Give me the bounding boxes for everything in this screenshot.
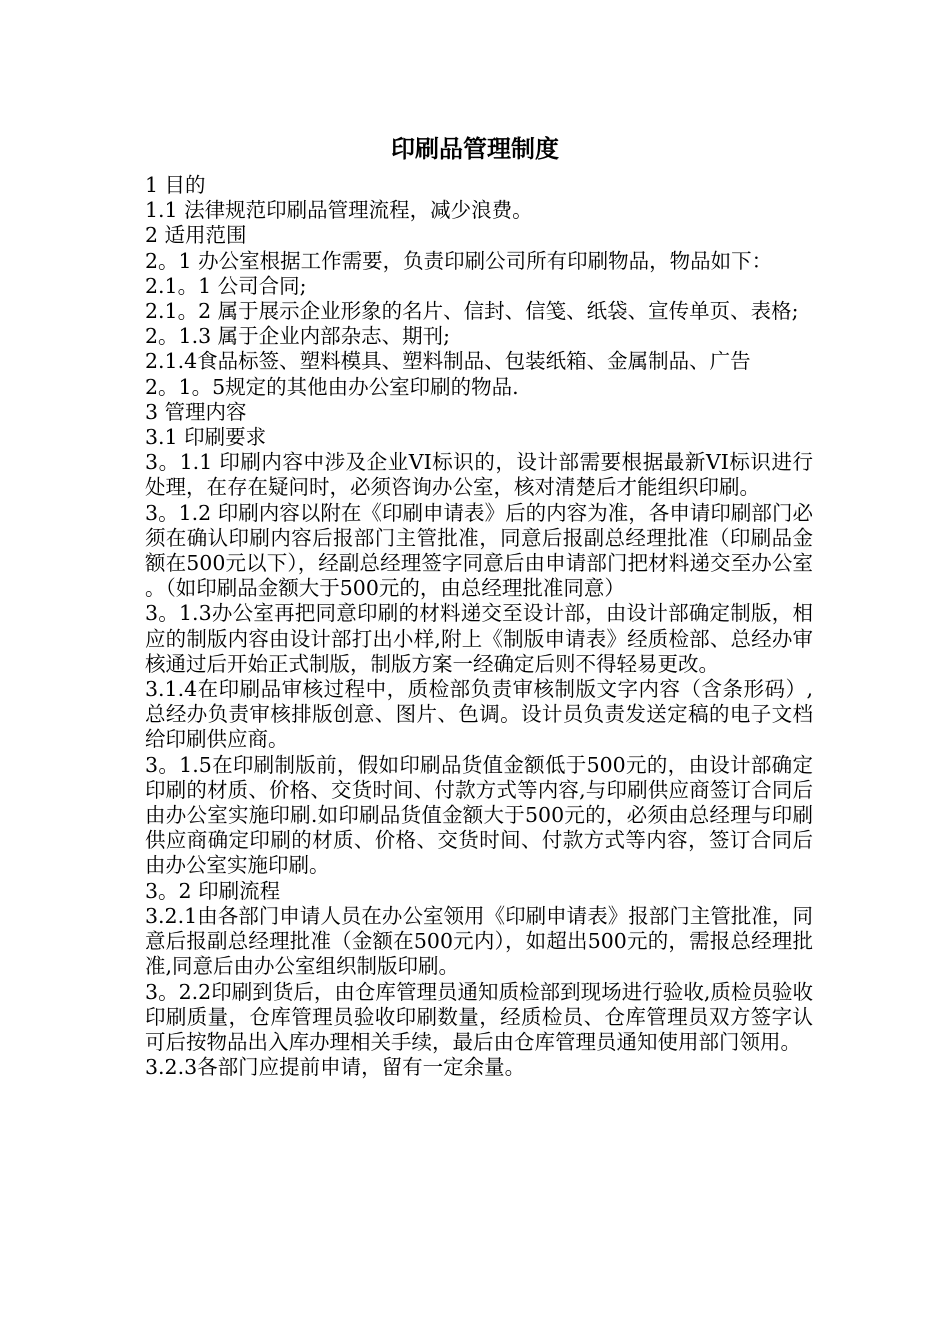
subsection-heading: 3.1 印刷要求	[145, 425, 267, 450]
paragraph: 2。1.3 属于企业内部杂志、期刊;	[145, 324, 451, 349]
paragraph: 3。1.2 印刷内容以附在《印刷申请表》后的内容为准，各申请印刷部门必须在确认印刷内容后报部门主管批准，同意后报副总经理批准（印刷品金额在500元以下），经副总经理签字同意后由申请部门把材料递交至办公室。（如印刷品金额大于500元的，由总经理批准同意）	[145, 500, 813, 601]
document-body	[145, 173, 813, 1080]
paragraph: 2.1.4食品标签、塑料模具、塑料制品、包装纸箱、金属制品、广告	[145, 349, 751, 374]
paragraph: 1.1 法律规范印刷品管理流程，减少浪费。	[145, 198, 533, 223]
section-heading: 3 管理内容	[145, 399, 247, 424]
paragraph: 2.1。2 属于展示企业形象的名片、信封、信笺、纸袋、宣传单页、表格;	[145, 299, 799, 324]
paragraph: 3.2.1由各部门申请人员在办公室领用《印刷申请表》报部门主管批准，同意后报副总经理批准（金额在500元内），如超出500元的，需报总经理批准,同意后由办公室组织制版印刷。	[145, 903, 813, 979]
subsection-heading: 3。2 印刷流程	[145, 878, 281, 903]
paragraph: 2。1 办公室根据工作需要，负责印刷公司所有印刷物品，物品如下：	[145, 248, 773, 273]
paragraph: 3。1.3办公室再把同意印刷的材料递交至设计部，由设计部确定制版，相应的制版内容由设计部打出小样,附上《制版申请表》经质检部、总经办审核通过后开始正式制版，制版方案一经确定后则不得轻易更改。	[145, 601, 813, 676]
section-heading: 2 适用范围	[145, 223, 247, 248]
paragraph: 3.1.4在印刷品审核过程中，质检部负责审核制版文字内容（含条形码）,总经办负责审核排版创意、图片、色调。设计员负责发送定稿的电子文档给印刷供应商。	[145, 677, 813, 752]
paragraph: 3。1.1 印刷内容中涉及企业VI标识的，设计部需要根据最新VI标识进行处理，在存在疑问时，必须咨询办公室，核对清楚后才能组织印刷。	[145, 450, 813, 500]
paragraph: 2。1。5规定的其他由办公室印刷的物品.	[145, 374, 519, 399]
paragraph: 3.2.3各部门应提前申请，留有一定余量。	[145, 1055, 526, 1080]
paragraph: 3。1.5在印刷制版前，假如印刷品货值金额低于500元的，由设计部确定印刷的材质、价格、交货时间、付款方式等内容,与印刷供应商签订合同后由办公室实施印刷.如印刷品货值金额大于500元的，必须由总经理与印刷供应商确定印刷的材质、价格、交货时间、付款方式等内容，签订合同后由办公室实施印刷。	[145, 752, 813, 878]
paragraph: 3。2.2印刷到货后，由仓库管理员通知质检部到现场进行验收,质检员验收印刷质量，仓库管理员验收印刷数量，经质检员、仓库管理员双方签字认可后按物品出入库办理相关手续，最后由仓库管理员通知使用部门领用。	[145, 979, 813, 1054]
paragraph: 2.1。1 公司合同;	[145, 273, 307, 298]
document-title: 印刷品管理制度	[391, 135, 559, 163]
section-heading: 1 目的	[145, 173, 206, 197]
